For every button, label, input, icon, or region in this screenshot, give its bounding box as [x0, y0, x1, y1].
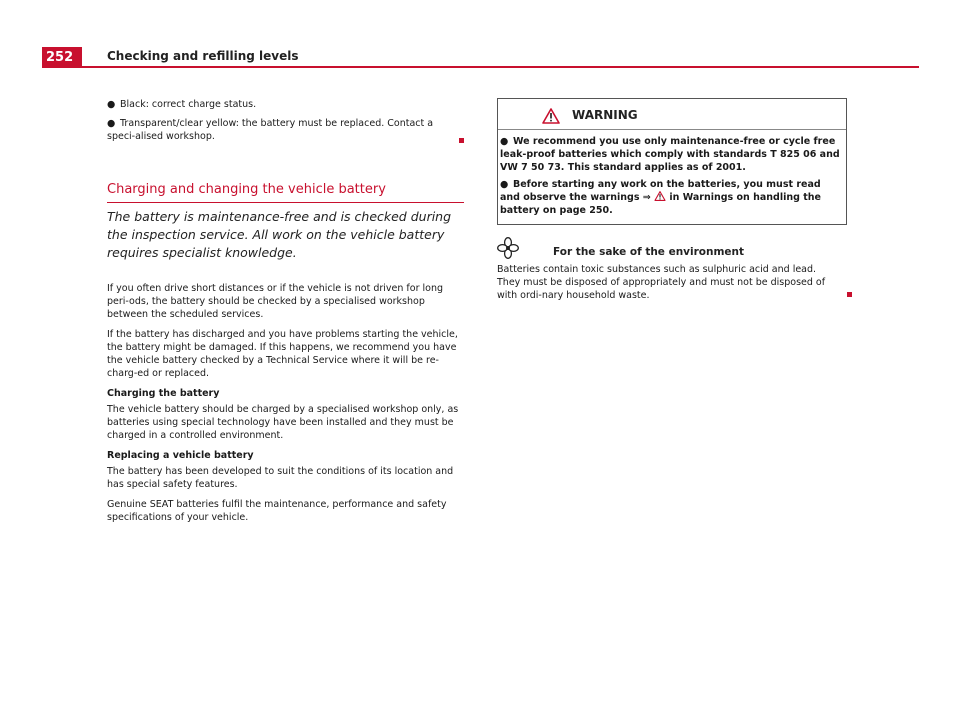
subheading-replacing: Replacing a vehicle battery	[107, 450, 254, 461]
warning-box	[497, 98, 847, 225]
warning-label: WARNING	[572, 108, 638, 122]
right-column	[497, 98, 847, 302]
bullet-text: Black: correct charge status.	[120, 99, 257, 110]
end-mark-icon	[847, 292, 852, 297]
bullet-dot: ●	[500, 179, 509, 190]
paragraph: The vehicle battery should be charged by a specialised workshop only, as batteries using special technology have been installed and they must be charged in a controlled environment.	[107, 404, 459, 441]
header-rule	[82, 66, 919, 68]
warning-item	[500, 178, 842, 217]
environment-leaf-icon	[497, 237, 519, 259]
warning-link-text[interactable]: in Warnings on handling the battery on page 250.	[500, 192, 821, 216]
left-column	[107, 98, 464, 523]
paragraph: Genuine SEAT batteries fulfil the maintenance, performance and safety specifications of your vehicle.	[107, 499, 447, 523]
environment-label: For the sake of the environment	[553, 246, 745, 258]
warning-item	[500, 135, 842, 174]
paragraph: If you often drive short distances or if the vehicle is not driven for long peri-ods, the battery should be checked by a specialised workshop between the scheduled services.	[107, 283, 444, 320]
paragraph: If the battery has discharged and you have problems starting the vehicle, the battery might be damaged. If this happens, we recommend you have the vehicle battery checked by a Technical Service where it will be re-charg-ed or replaced.	[107, 329, 458, 379]
warning-triangle-icon	[542, 108, 560, 124]
warning-body	[498, 130, 846, 224]
bullet-item	[107, 98, 464, 111]
section-intro: The battery is maintenance-free and is checked during the inspection service. All work on the vehicle battery requires specialist knowledge.	[107, 209, 452, 260]
warning-header	[498, 99, 846, 130]
environment-header	[497, 237, 847, 259]
section-rule	[107, 202, 464, 203]
subheading-charging: Charging the battery	[107, 388, 220, 399]
bullet-item	[107, 117, 459, 143]
bullet-dot: ●	[107, 99, 116, 110]
section-body	[107, 282, 464, 531]
header-title: Checking and refilling levels	[107, 49, 299, 63]
warning-triangle-icon	[654, 191, 666, 201]
bullet-text: Transparent/clear yellow: the battery must be replaced. Contact a speci-alised workshop.	[107, 118, 434, 142]
environment-text-content: Batteries contain toxic substances such as sulphuric acid and lead. They must be disposed of appropriately and must not be disposed of with ordi-nary household waste.	[497, 264, 826, 301]
end-mark-icon	[459, 138, 464, 143]
page-number: 252	[42, 47, 82, 68]
bullet-dot: ●	[500, 136, 509, 147]
bullet-dot: ●	[107, 118, 116, 129]
paragraph: The battery has been developed to suit the conditions of its location and has special safety features.	[107, 466, 454, 490]
environment-text	[497, 263, 833, 302]
warning-item-text: We recommend you use only maintenance-free or cycle free leak-proof batteries which comply with standards T 825 06 and VW 7 50 73. This standard applies as of 2001.	[500, 136, 840, 173]
warning-item-text: Before starting any work on the batteries, you must read and observe the warnings ⇒	[500, 179, 821, 203]
section-title: Charging and changing the vehicle battery	[107, 182, 386, 197]
